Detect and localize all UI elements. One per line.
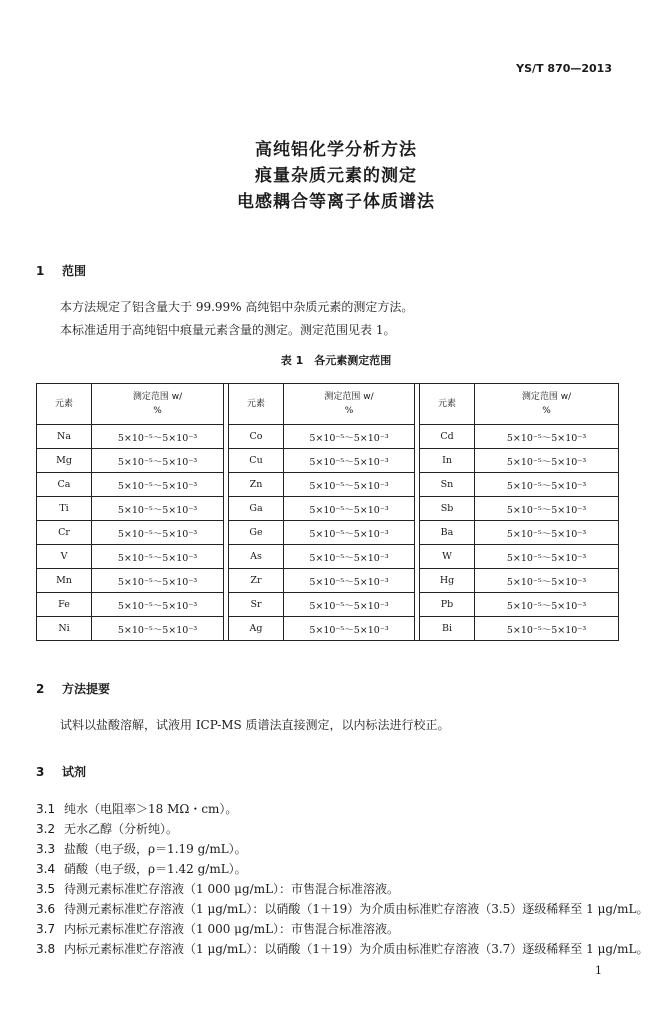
range-cell: 5×10⁻⁵～5×10⁻³ (284, 521, 415, 545)
table-row (37, 593, 619, 617)
section-2-paragraph: 试料以盐酸溶解，试液用 ICP-MS 质谱法直接测定，以内标法进行校正。 (60, 718, 450, 732)
reagent-item (36, 820, 178, 837)
section-1-paragraph-1: 本方法规定了铝含量大于 99.99% 高纯铝中杂质元素的测定方法。 (60, 300, 414, 314)
range-cell: 5×10⁻⁵～5×10⁻³ (92, 617, 224, 641)
element-cell: As (229, 545, 284, 569)
element-cell: W (420, 545, 475, 569)
item-text: 盐酸（电子级，ρ＝1.19 g/mL）。 (64, 842, 247, 856)
element-cell: In (420, 449, 475, 473)
element-cell: Cu (229, 449, 284, 473)
element-cell: Na (37, 425, 92, 449)
item-number: 3.6 (36, 902, 56, 916)
item-number: 3.7 (36, 922, 56, 936)
range-cell: 5×10⁻⁵～5×10⁻³ (475, 545, 619, 569)
section-title: 试剂 (62, 765, 87, 779)
element-cell: Fe (37, 593, 92, 617)
range-cell: 5×10⁻⁵～5×10⁻³ (475, 569, 619, 593)
range-cell: 5×10⁻⁵～5×10⁻³ (475, 425, 619, 449)
reagent-item (36, 940, 648, 957)
standard-number: YS/T 870—2013 (516, 62, 612, 75)
reagent-item (36, 900, 648, 917)
reagent-item (36, 860, 247, 877)
title-line-1: 高纯铝化学分析方法 (255, 140, 417, 160)
element-cell: Ti (37, 497, 92, 521)
section-title: 范围 (62, 264, 87, 278)
header-element: 元素 (229, 384, 284, 425)
element-range-table (36, 383, 619, 641)
element-cell: Ga (229, 497, 284, 521)
range-cell: 5×10⁻⁵～5×10⁻³ (92, 497, 224, 521)
range-cell: 5×10⁻⁵～5×10⁻³ (284, 617, 415, 641)
item-text: 硝酸（电子级，ρ＝1.42 g/mL）。 (64, 862, 247, 876)
element-cell: Zr (229, 569, 284, 593)
header-element: 元素 (37, 384, 92, 425)
element-cell: Cd (420, 425, 475, 449)
item-number: 3.4 (36, 862, 56, 876)
element-cell: Sr (229, 593, 284, 617)
range-cell: 5×10⁻⁵～5×10⁻³ (284, 425, 415, 449)
reagent-item (36, 880, 399, 897)
item-text: 内标元素标准贮存溶液（1 μg/mL）：以硝酸（1＋19）为介质由标准贮存溶液（3.7）逐级稀释至 1 μg/mL。 (64, 942, 649, 956)
table-row (37, 521, 619, 545)
element-cell: Ca (37, 473, 92, 497)
element-cell: Zn (229, 473, 284, 497)
title-line-3: 电感耦合等离子体质谱法 (237, 192, 435, 212)
page-number: 1 (595, 964, 602, 977)
range-cell: 5×10⁻⁵～5×10⁻³ (475, 473, 619, 497)
range-cell: 5×10⁻⁵～5×10⁻³ (475, 449, 619, 473)
table-row (37, 449, 619, 473)
section-1-heading (36, 262, 86, 279)
item-text: 待测元素标准贮存溶液（1 μg/mL）：以硝酸（1＋19）为介质由标准贮存溶液（3.5）逐级稀释至 1 μg/mL。 (64, 902, 649, 916)
element-cell: Co (229, 425, 284, 449)
element-cell: Mg (37, 449, 92, 473)
table-header-row (37, 384, 619, 425)
section-3-heading (36, 763, 86, 780)
element-cell: Ge (229, 521, 284, 545)
item-number: 3.2 (36, 822, 56, 836)
item-number: 3.5 (36, 882, 56, 896)
table-caption: 表 1 各元素测定范围 (280, 354, 392, 367)
section-title: 方法提要 (62, 682, 111, 696)
item-number: 3.8 (36, 942, 56, 956)
title-line-2: 痕量杂质元素的测定 (255, 166, 417, 186)
element-cell: Ag (229, 617, 284, 641)
element-cell: Sn (420, 473, 475, 497)
element-cell: V (37, 545, 92, 569)
section-1-paragraph-2: 本标准适用于高纯铝中痕量元素含量的测定。测定范围见表 1。 (60, 323, 396, 337)
range-cell: 5×10⁻⁵～5×10⁻³ (92, 425, 224, 449)
item-text: 内标元素标准贮存溶液（1 000 μg/mL）：市售混合标准溶液。 (64, 922, 400, 936)
range-cell: 5×10⁻⁵～5×10⁻³ (92, 593, 224, 617)
table-row (37, 473, 619, 497)
item-text: 待测元素标准贮存溶液（1 000 μg/mL）：市售混合标准溶液。 (64, 882, 400, 896)
table-row (37, 497, 619, 521)
range-cell: 5×10⁻⁵～5×10⁻³ (475, 593, 619, 617)
section-2-heading (36, 680, 110, 697)
item-text: 无水乙醇（分析纯）。 (64, 822, 179, 836)
reagent-item (36, 800, 237, 817)
range-cell: 5×10⁻⁵～5×10⁻³ (284, 593, 415, 617)
range-cell: 5×10⁻⁵～5×10⁻³ (475, 497, 619, 521)
element-cell: Ba (420, 521, 475, 545)
range-cell: 5×10⁻⁵～5×10⁻³ (92, 569, 224, 593)
range-cell: 5×10⁻⁵～5×10⁻³ (284, 569, 415, 593)
table-row (37, 425, 619, 449)
header-range: 测定范围 w/ % (92, 384, 224, 425)
element-cell: Ni (37, 617, 92, 641)
section-number: 3 (36, 765, 45, 779)
item-text: 纯水（电阻率＞18 MΩ・cm）。 (64, 802, 238, 816)
header-range: 测定范围 w/ % (284, 384, 415, 425)
reagent-item (36, 920, 399, 937)
section-number: 2 (36, 682, 45, 696)
table-row (37, 545, 619, 569)
range-cell: 5×10⁻⁵～5×10⁻³ (284, 497, 415, 521)
element-cell: Pb (420, 593, 475, 617)
element-cell: Sb (420, 497, 475, 521)
range-cell: 5×10⁻⁵～5×10⁻³ (475, 617, 619, 641)
table-row (37, 617, 619, 641)
reagent-item (36, 840, 247, 857)
header-range: 测定范围 w/ % (475, 384, 619, 425)
table-row (37, 569, 619, 593)
section-number: 1 (36, 264, 45, 278)
range-cell: 5×10⁻⁵～5×10⁻³ (475, 521, 619, 545)
range-cell: 5×10⁻⁵～5×10⁻³ (92, 521, 224, 545)
element-cell: Bi (420, 617, 475, 641)
range-cell: 5×10⁻⁵～5×10⁻³ (92, 449, 224, 473)
range-cell: 5×10⁻⁵～5×10⁻³ (284, 449, 415, 473)
element-cell: Hg (420, 569, 475, 593)
range-cell: 5×10⁻⁵～5×10⁻³ (284, 545, 415, 569)
element-cell: Cr (37, 521, 92, 545)
item-number: 3.3 (36, 842, 56, 856)
header-element: 元素 (420, 384, 475, 425)
range-cell: 5×10⁻⁵～5×10⁻³ (284, 473, 415, 497)
range-cell: 5×10⁻⁵～5×10⁻³ (92, 545, 224, 569)
item-number: 3.1 (36, 802, 56, 816)
element-cell: Mn (37, 569, 92, 593)
range-cell: 5×10⁻⁵～5×10⁻³ (92, 473, 224, 497)
